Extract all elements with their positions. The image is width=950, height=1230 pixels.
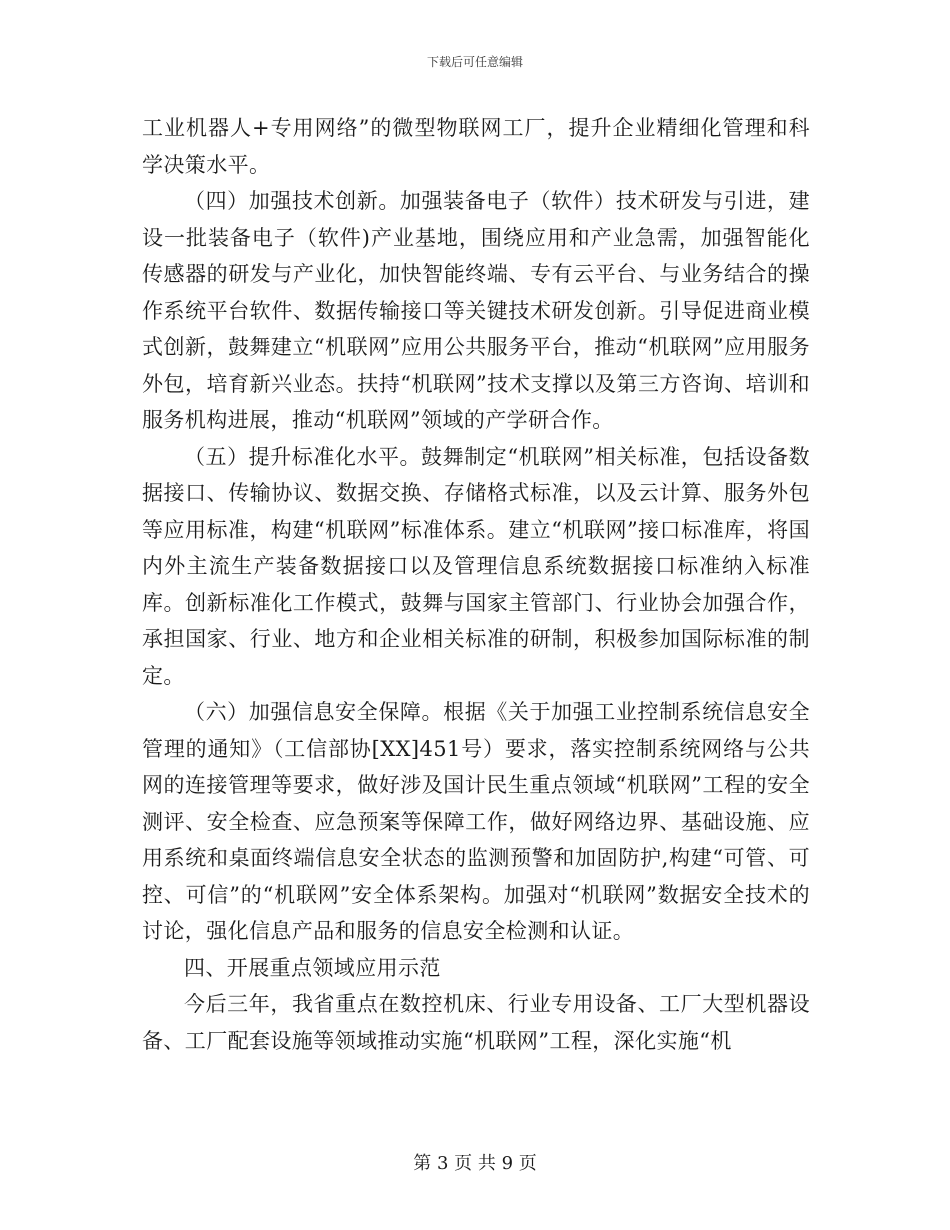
page-number: 第 3 页 共 9 页 [413, 1153, 537, 1174]
paragraph-technology-innovation: （四）加强技术创新。加强装备电子（软件）技术研发与引进，建设一批装备电子（软件)产业基地，围绕应用和产业急需，加强智能化传感器的研发与产业化，加快智能终端、专有云平台、与业务结合的操作系统平台软件、数据传输接口等关键技术研发创新。引导促进商业模式创新，鼓舞建立“机联网”应用公共服务平台，推动“机联网”应用服务外包，培育新兴业态。扶持“机联网”技术支撑以及第三方咨询、培训和服务机构进展，推动“机联网”领域的产学研合作。 [142, 189, 810, 432]
paragraph-demonstration: 今后三年，我省重点在数控机床、行业专用设备、工厂大型机器设备、工厂配套设施等领域推动实施“机联网”工程，深化实施“机 [142, 992, 810, 1053]
page-header: 下载后可任意编辑 [426, 55, 523, 69]
section-heading: 四、开展重点领域应用示范 [184, 955, 441, 980]
paragraph-continuation: 工业机器人+专用网络”的微型物联网工厂，提升企业精细化管理和科学决策水平。 [142, 116, 810, 177]
paragraph-standardization: （五）提升标准化水平。鼓舞制定“机联网”相关标准，包括设备数据接口、传输协议、数据交换、存储格式标准，以及云计算、服务外包等应用标准，构建“机联网”标准体系。建立“机联网”接口标准库，将国内外主流生产装备数据接口以及管理信息系统数据接口标准纳入标准库。创新标准化工作模式，鼓舞与国家主管部门、行业协会加强合作，承担国家、行业、地方和企业相关标准的研制，积极参加国际标准的制定。 [142, 444, 810, 688]
paragraph-information-security: （六）加强信息安全保障。根据《关于加强工业控制系统信息安全管理的通知》（工信部协[XX]451号）要求，落实控制系统网络与公共网的连接管理等要求，做好涉及国计民生重点领域“机联网”工程的安全测评、安全检查、应急预案等保障工作，做好网络边界、基础设施、应用系统和桌面终端信息安全状态的监测预警和加固防护,构建“可管、可控、可信”的“机联网”安全体系架构。加强对“机联网”数据安全技术的讨论，强化信息产品和服务的信息安全检测和认证。 [142, 700, 810, 943]
document-body [142, 110, 810, 1059]
